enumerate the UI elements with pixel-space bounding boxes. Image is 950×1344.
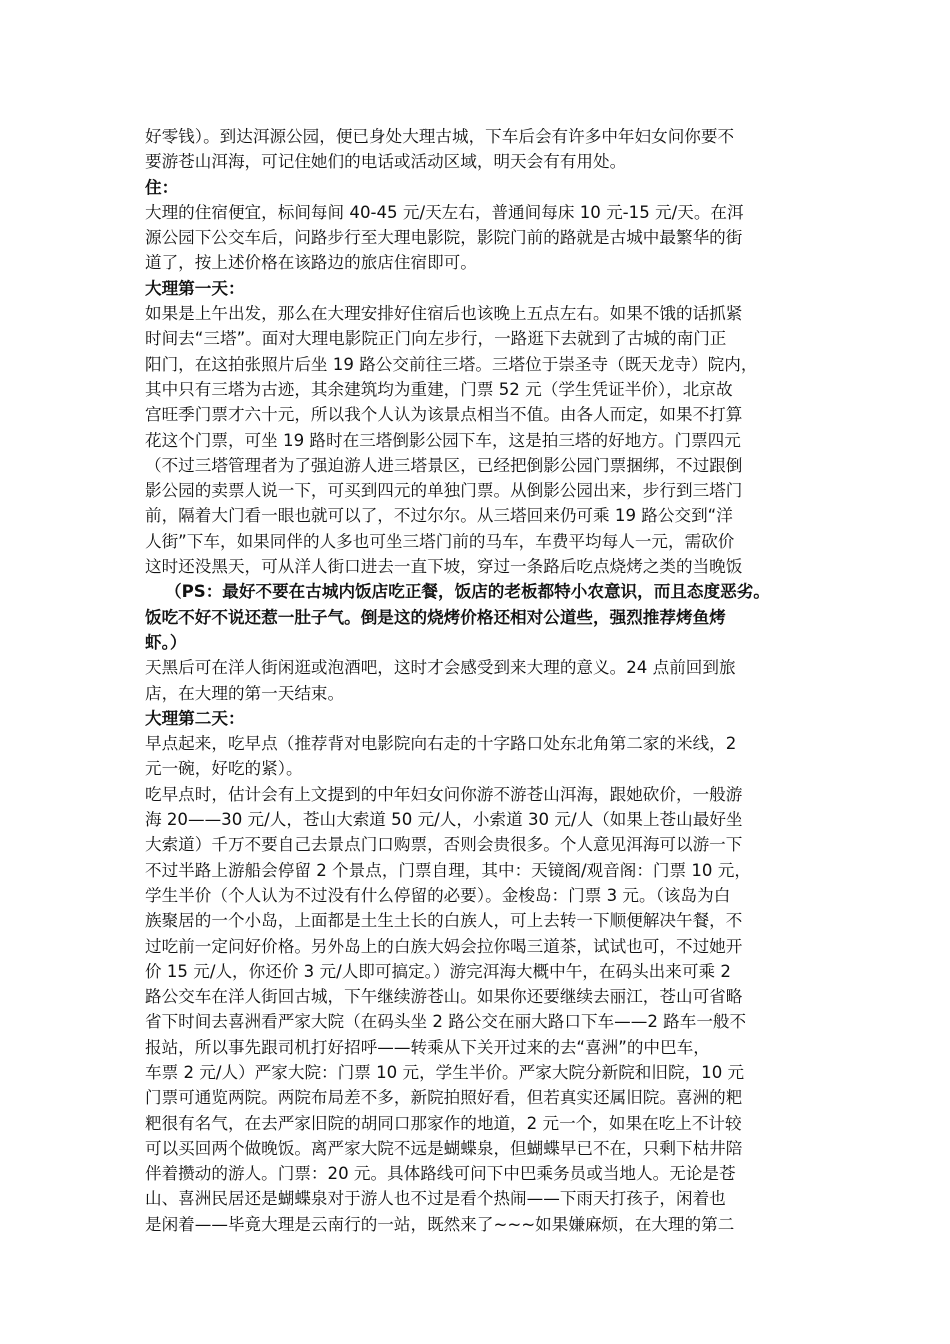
body-line: 道了，按上述价格在该路边的旅店住宿即可。 <box>145 253 477 273</box>
section-heading-day-two: 大理第二天： <box>145 708 245 728</box>
body-line: 时间去“三塔”。面对大理电影院正门向左步行，一路逛下去就到了古城的南门正 <box>145 329 727 349</box>
body-line: 是闲着——毕竟大理是云南行的一站，既然来了~~~如果嫌麻烦，在大理的第二 <box>145 1214 735 1234</box>
body-line: 人街”下车，如果同伴的人多也可坐三塔门前的马车，车费平均每人一元，需砍价 <box>145 531 735 551</box>
body-line: 天黑后可在洋人街闲逛或泡酒吧，这时才会感受到来大理的意义。24 点前回到旅 <box>145 658 736 678</box>
body-line: 大理的住宿便宜，标间每间 40-45 元/天左右，普通间每床 10 元-15 元/天。在洱 <box>145 202 744 222</box>
body-line: 要游苍山洱海，可记住她们的电话或活动区域，明天会有有用处。 <box>145 152 627 172</box>
body-line: 过吃前一定问好价格。另外岛上的白族大妈会拉你喝三道茶，试试也可，不过她开 <box>145 936 743 956</box>
body-line: 路公交车在洋人街回古城，下午继续游苍山。如果你还要继续去丽江，苍山可省略 <box>145 987 743 1007</box>
body-line: 这时还没黑天，可从洋人街口进去一直下坡，穿过一条路后吃点烧烤之类的当晚饭 <box>145 557 743 577</box>
body-line: 早点起来，吃早点（推荐背对电影院向右走的十字路口处东北角第二家的米线，2 <box>145 734 737 754</box>
body-line: 如果是上午出发，那么在大理安排好住宿后也该晚上五点左右。如果不饿的话抓紧 <box>145 304 743 324</box>
body-line: 前，隔着大门看一眼也就可以了，不过尔尔。从三塔回来仍可乘 19 路公交到“洋 <box>145 506 733 526</box>
section-heading-lodging: 住： <box>145 177 179 197</box>
ps-note-line: 虾。） <box>145 632 187 652</box>
body-line: 粑很有名气，在去严家旧院的胡同口那家作的地道，2 元一个，如果在吃上不计较 <box>145 1113 742 1133</box>
body-line: 吃早点时，估计会有上文提到的中年妇女问你游不游苍山洱海，跟她砍价，一般游 <box>145 784 743 804</box>
body-line: 车票 2 元/人）严家大院：门票 10 元，学生半价。严家大院分新院和旧院，10 元 <box>145 1062 745 1082</box>
body-line: 价 15 元/人，你还价 3 元/人即可搞定。）游完洱海大概中午，在码头出来可乘 2 <box>145 961 731 981</box>
body-line: 省下时间去喜洲看严家大院（在码头坐 2 路公交在丽大路口下车——2 路车一般不 <box>145 1012 747 1032</box>
body-line: 影公园的卖票人说一下，可买到四元的单独门票。从倒影公园出来，步行到三塔门 <box>145 481 743 501</box>
ps-note-line: （PS：最好不要在古城内饭店吃正餐，饭店的老板都特小农意识，而且态度恶劣。 <box>165 582 770 602</box>
body-line: 源公园下公交车后，问路步行至大理电影院，影院门前的路就是古城中最繁华的街 <box>145 228 743 248</box>
body-line: 山、喜洲民居还是蝴蝶泉对于游人也不过是看个热闹——下雨天打孩子，闲着也 <box>145 1189 726 1209</box>
body-line: 宫旺季门票才六十元，所以我个人认为该景点相当不值。由各人而定，如果不打算 <box>145 405 743 425</box>
ps-note-line: 饭吃不好不说还惹一肚子气。倒是这的烧烤价格还相对公道些，强烈推荐烤鱼烤 <box>145 607 726 627</box>
body-line: 海 20——30 元/人，苍山大索道 50 元/人，小索道 30 元/人（如果上苍山最好坐 <box>145 810 743 830</box>
document-page <box>145 124 815 1237</box>
body-line: 伴着攒动的游人。门票：20 元。具体路线可问下中巴乘务员或当地人。无论是苍 <box>145 1164 736 1184</box>
body-line: 大索道）千万不要自己去景点门口购票，否则会贵很多。个人意见洱海可以游一下 <box>145 835 743 855</box>
body-line: 学生半价（个人认为不过没有什么停留的必要）。金梭岛：门票 3 元。（该岛为白 <box>145 885 731 905</box>
body-line: 族聚居的一个小岛，上面都是土生土长的白族人，可上去转一下顺便解决午餐，不 <box>145 911 743 931</box>
section-heading-day-one: 大理第一天： <box>145 278 245 298</box>
body-line: 好零钱）。到达洱源公园，便已身处大理古城，下车后会有许多中年妇女问你要不 <box>145 127 735 146</box>
body-line: 不过半路上游船会停留 2 个景点，门票自理，其中：天镜阁/观音阁：门票 10 元， <box>145 860 751 880</box>
body-line: 可以买回两个做晚饭。离严家大院不远是蝴蝶泉，但蝴蝶早已不在，只剩下枯井陪 <box>145 1138 743 1158</box>
body-line: 店，在大理的第一天结束。 <box>145 683 345 703</box>
body-line: 其中只有三塔为古迹，其余建筑均为重建，门票 52 元（学生凭证半价），北京故 <box>145 379 733 399</box>
body-line: 花这个门票，可坐 19 路时在三塔倒影公园下车，这是拍三塔的好地方。门票四元 <box>145 430 741 450</box>
body-line: （不过三塔管理者为了强迫游人进三塔景区，已经把倒影公园门票捆绑，不过跟倒 <box>145 455 743 475</box>
body-line: 阳门，在这拍张照片后坐 19 路公交前往三塔。三塔位于崇圣寺（既天龙寺）院内， <box>145 354 758 374</box>
body-line: 门票可通览两院。两院布局差不多，新院拍照好看，但若真实还属旧院。喜洲的粑 <box>145 1088 743 1108</box>
body-line: 元一碗，好吃的紧）。 <box>145 759 303 779</box>
body-line: 报站，所以事先跟司机打好招呼——转乘从下关开过来的去“喜洲”的中巴车， <box>145 1037 710 1057</box>
